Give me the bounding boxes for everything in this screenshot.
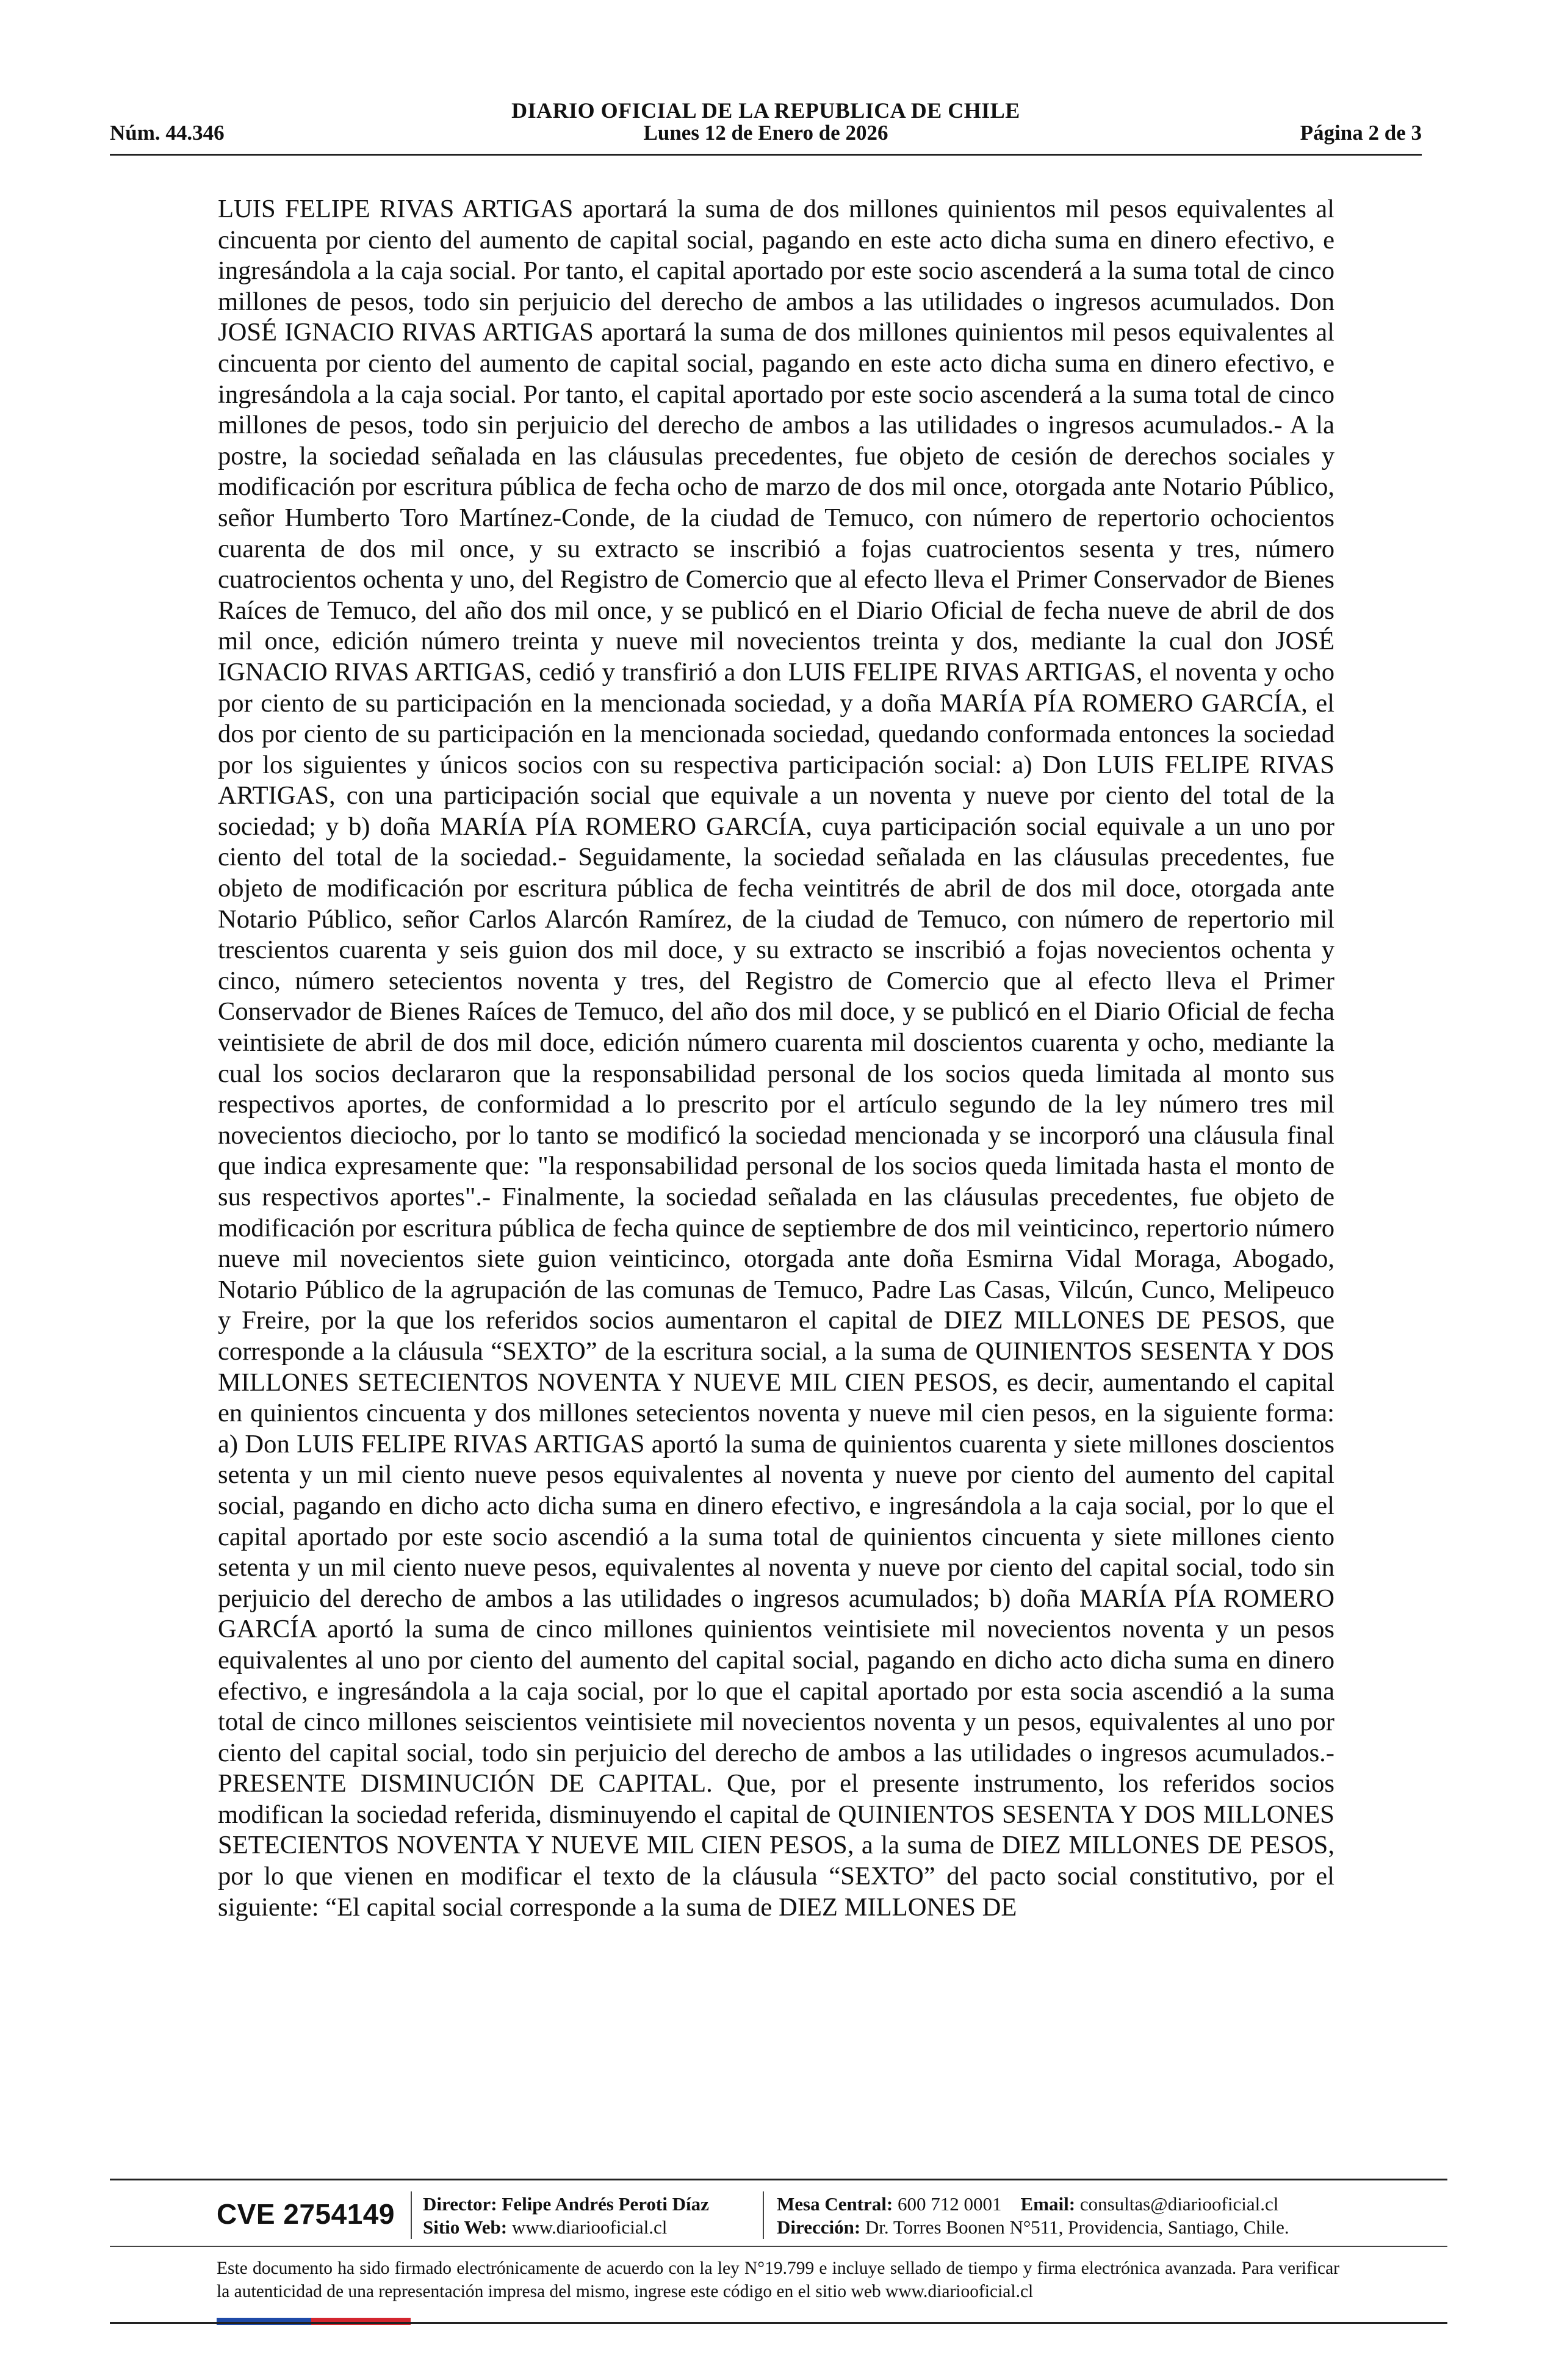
website-link[interactable]: www.diariooficial.cl bbox=[511, 2216, 668, 2238]
issue-number: Núm. 44.346 bbox=[110, 121, 225, 145]
email-label: Email: bbox=[1020, 2193, 1076, 2215]
page-header bbox=[110, 92, 1422, 159]
phone-label: Mesa Central: bbox=[777, 2193, 893, 2215]
publication-title: DIARIO OFICIAL DE LA REPUBLICA DE CHILE bbox=[511, 98, 1020, 123]
signature-disclaimer: Este documento ha sido firmado electrónicamente de acuerdo con la ley N°19.799 e incluye sellado de tiempo y firma electrónica avanzada. Para verificar la autenticidad de una representación impresa del mismo, ingrese este código en el sitio web www.diariooficial.cl bbox=[217, 2259, 1339, 2301]
chile-flag-stripe bbox=[217, 2318, 411, 2325]
footer-divider-bottom bbox=[110, 2322, 1447, 2324]
footer-director-block bbox=[423, 2193, 709, 2239]
director-label: Director: bbox=[423, 2193, 497, 2215]
footer-separator bbox=[411, 2191, 412, 2239]
page-footer bbox=[217, 2188, 1339, 2249]
cve-code: CVE 2754149 bbox=[217, 2198, 395, 2230]
footer-divider-top bbox=[110, 2179, 1447, 2180]
footer-divider-mid bbox=[110, 2246, 1447, 2247]
flag-red-segment bbox=[311, 2318, 411, 2325]
address-text: Dr. Torres Boonen N°511, Providencia, Santiago, Chile. bbox=[865, 2216, 1289, 2238]
header-divider bbox=[110, 154, 1422, 156]
email-address[interactable]: consultas@diariooficial.cl bbox=[1079, 2193, 1279, 2215]
footer-contact-block bbox=[777, 2193, 1289, 2239]
page-indicator: Página 2 de 3 bbox=[1300, 121, 1422, 145]
director-name: Felipe Andrés Peroti Díaz bbox=[502, 2193, 709, 2215]
flag-blue-segment bbox=[217, 2318, 311, 2325]
website-label: Sitio Web: bbox=[423, 2216, 508, 2238]
phone-number: 600 712 0001 bbox=[898, 2193, 1002, 2215]
document-body: LUIS FELIPE RIVAS ARTIGAS aportará la suma de dos millones quinientos mil pesos equivalentes al cincuenta por ciento del aumento de capital social, pagando en este acto dicha suma en dinero efectivo, e ingresándola a la caja social. Por tanto, el capital aportado por este socio ascenderá a la suma total de cinco millones de pesos, todo sin perjuicio del derecho de ambos a las utilidades o ingresos acumulados. Don JOSÉ IGNACIO RIVAS ARTIGAS aportará la suma de dos millones quinientos mil pesos equivalentes al cincuenta por ciento del aumento de capital social, pagando en este acto dicha suma en dinero efectivo, e ingresándola a la caja social. Por tanto, el capital aportado por este socio ascenderá a la suma total de cinco millones de pesos, todo sin perjuicio del derecho de ambos a las utilidades o ingresos acumulados.- A la postre, la sociedad señalada en las cláusulas precedentes, fue objeto de cesión de derechos sociales y modificación por escritura pública de fecha ocho de marzo de dos mil once, otorgada ante Notario Público, señor Humberto Toro Martínez-Conde, de la ciudad de Temuco, con número de repertorio ochocientos cuarenta de dos mil once, y su extracto se inscribió a fojas cuatrocientos sesenta y tres, número cuatrocientos ochenta y uno, del Registro de Comercio que al efecto lleva el Primer Conservador de Bienes Raíces de Temuco, del año dos mil once, y se publicó en el Diario Oficial de fecha nueve de abril de dos mil once, edición número treinta y nueve mil novecientos treinta y dos, mediante la cual don JOSÉ IGNACIO RIVAS ARTIGAS, cedió y transfirió a don LUIS FELIPE RIVAS ARTIGAS, el noventa y ocho por ciento de su participación en la mencionada sociedad, y a doña MARÍA PÍA ROMERO GARCÍA, el dos por ciento de su participación en la mencionada sociedad, quedando conformada entonces la sociedad por los siguientes y únicos socios con su respectiva participación social: a) Don LUIS FELIPE RIVAS ARTIGAS, con una participación social que equivale a un noventa y nueve por ciento del total de la sociedad; y b) doña MARÍA PÍA ROMERO GARCÍA, cuya participación social equivale a un uno por ciento del total de la sociedad.- Seguidamente, la sociedad señalada en las cláusulas precedentes, fue objeto de modificación por escritura pública de fecha veintitrés de abril de dos mil doce, otorgada ante Notario Público, señor Carlos Alarcón Ramírez, de la ciudad de Temuco, con número de repertorio mil trescientos cuarenta y seis guion dos mil doce, y su extracto se inscribió a fojas novecientos ochenta y cinco, número setecientos noventa y tres, del Registro de Comercio que al efecto lleva el Primer Conservador de Bienes Raíces de Temuco, del año dos mil doce, y se publicó en el Diario Oficial de fecha veintisiete de abril de dos mil doce, edición número cuarenta mil doscientos cuarenta y ocho, mediante la cual los socios declararon que la responsabilidad personal de los socios queda limitada al monto sus respectivos aportes, de conformidad a lo prescrito por el artículo segundo de la ley número tres mil novecientos dieciocho, por lo tanto se modificó la sociedad mencionada y se incorporó una cláusula final que indica expresamente que: "la responsabilidad personal de los socios queda limitada hasta el monto de sus respectivos aportes".- Finalmente, la sociedad señalada en las cláusulas precedentes, fue objeto de modificación por escritura pública de fecha quince de septiembre de dos mil veinticinco, repertorio número nueve mil novecientos siete guion veinticinco, otorgada ante doña Esmirna Vidal Moraga, Abogado, Notario Público de la agrupación de las comunas de Temuco, Padre Las Casas, Vilcún, Cunco, Melipeuco y Freire, por la que los referidos socios aumentaron el capital de DIEZ MILLONES DE PESOS, que corresponde a la cláusula “SEXTO” de la escritura social, a la suma de QUINIENTOS SESENTA Y DOS MILLONES SETECIENTOS NOVENTA Y NUEVE MIL CIEN PESOS, es decir, aumentando el capital en quinientos cincuenta y dos millones setecientos noventa y nueve mil cien pesos, en la siguiente forma: a) Don LUIS FELIPE RIVAS ARTIGAS aportó la suma de quinientos cuarenta y siete millones doscientos setenta y un mil ciento nueve pesos equivalentes al noventa y nueve por ciento del aumento del capital social, pagando en dicho acto dicha suma en dinero efectivo, e ingresándola a la caja social, por lo que el capital aportado por este socio ascendió a la suma total de quinientos cincuenta y siete millones ciento setenta y un mil ciento nueve pesos, equivalentes al noventa y nueve por ciento del capital social, todo sin perjuicio del derecho de ambos a las utilidades o ingresos acumulados; b) doña MARÍA PÍA ROMERO GARCÍA aportó la suma de cinco millones quinientos veintisiete mil novecientos noventa y un pesos equivalentes al uno por ciento del aumento del capital social, pagando en dicho acto dicha suma en dinero efectivo, e ingresándola a la caja social, por lo que el capital aportado por esta socia ascendió a la suma total de cinco millones seiscientos veintisiete mil novecientos noventa y un pesos, equivalentes al uno por ciento del capital social, todo sin perjuicio del derecho de ambos a las utilidades o ingresos acumulados.- PRESENTE DISMINUCIÓN DE CAPITAL. Que, por el presente instrumento, los referidos socios modifican la sociedad referida, disminuyendo el capital de QUINIENTOS SESENTA Y DOS MILLONES SETECIENTOS NOVENTA Y NUEVE MIL CIEN PESOS, a la suma de DIEZ MILLONES DE PESOS, por lo que vienen en modificar el texto de la cláusula “SEXTO” del pacto social constitutivo, por el siguiente: “El capital social corresponde a la suma de DIEZ MILLONES DE bbox=[218, 195, 1334, 1922]
address-label: Dirección: bbox=[777, 2216, 861, 2238]
footer-separator bbox=[763, 2191, 764, 2239]
issue-date: Lunes 12 de Enero de 2026 bbox=[643, 121, 888, 145]
